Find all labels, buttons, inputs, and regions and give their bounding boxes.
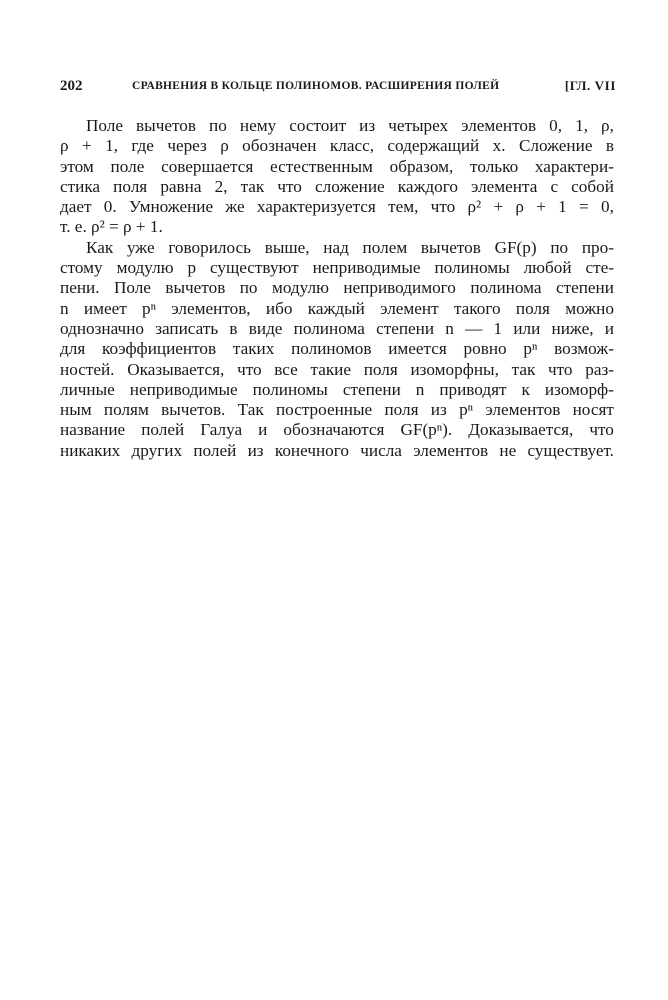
text-line: название полей Галуа и обозначаются GF(pⁿ). Доказывается, что	[60, 420, 614, 440]
body-text	[60, 116, 614, 461]
text-line: дает 0. Умножение же характеризуется тем, что ρ² + ρ + 1 = 0,	[60, 197, 614, 217]
paragraph-1	[60, 116, 614, 238]
page-number: 202	[60, 78, 83, 94]
text-line: пени. Поле вычетов по модулю неприводимого полинома степени	[60, 278, 614, 298]
text-line: никаких других полей из конечного числа элементов не существует.	[60, 440, 614, 460]
text-line: n имеет pⁿ элементов, ибо каждый элемент такого поля можно	[60, 298, 614, 318]
text-line: стика поля равна 2, так что сложение каждого элемента с собой	[60, 176, 614, 196]
text-line: Как уже говорилось выше, над полем вычетов GF(p) по про-	[86, 237, 614, 257]
text-line: ностей. Оказывается, что все такие поля изоморфны, так что раз-	[60, 359, 614, 379]
page-header	[60, 78, 616, 98]
text-line: однозначно записать в виде полинома степени n — 1 или ниже, и	[60, 318, 614, 338]
text-line: ρ + 1, где через ρ обозначен класс, содержащий x. Сложение в	[60, 136, 614, 156]
text-line: этом поле совершается естественным образом, только характери-	[60, 156, 614, 176]
text-line: личные неприводимые полиномы степени n приводят к изоморф-	[60, 379, 614, 399]
chapter-label: [ГЛ. VII	[564, 78, 616, 93]
paragraph-2	[60, 238, 614, 461]
running-title: СРАВНЕНИЯ В КОЛЬЦЕ ПОЛИНОМОВ. РАСШИРЕНИЯ ПОЛЕЙ	[132, 80, 500, 92]
text-line: стому модулю p существуют неприводимые полиномы любой сте-	[60, 258, 614, 278]
text-line: Поле вычетов по нему состоит из четырех элементов 0, 1, ρ,	[86, 116, 614, 135]
text-line: ным полям вычетов. Так построенные поля из pⁿ элементов носят	[60, 400, 614, 420]
text-line: для коэффициентов таких полиномов имеется ровно pⁿ возмож-	[60, 339, 614, 359]
text-line: т. е. ρ² = ρ + 1.	[60, 217, 163, 237]
